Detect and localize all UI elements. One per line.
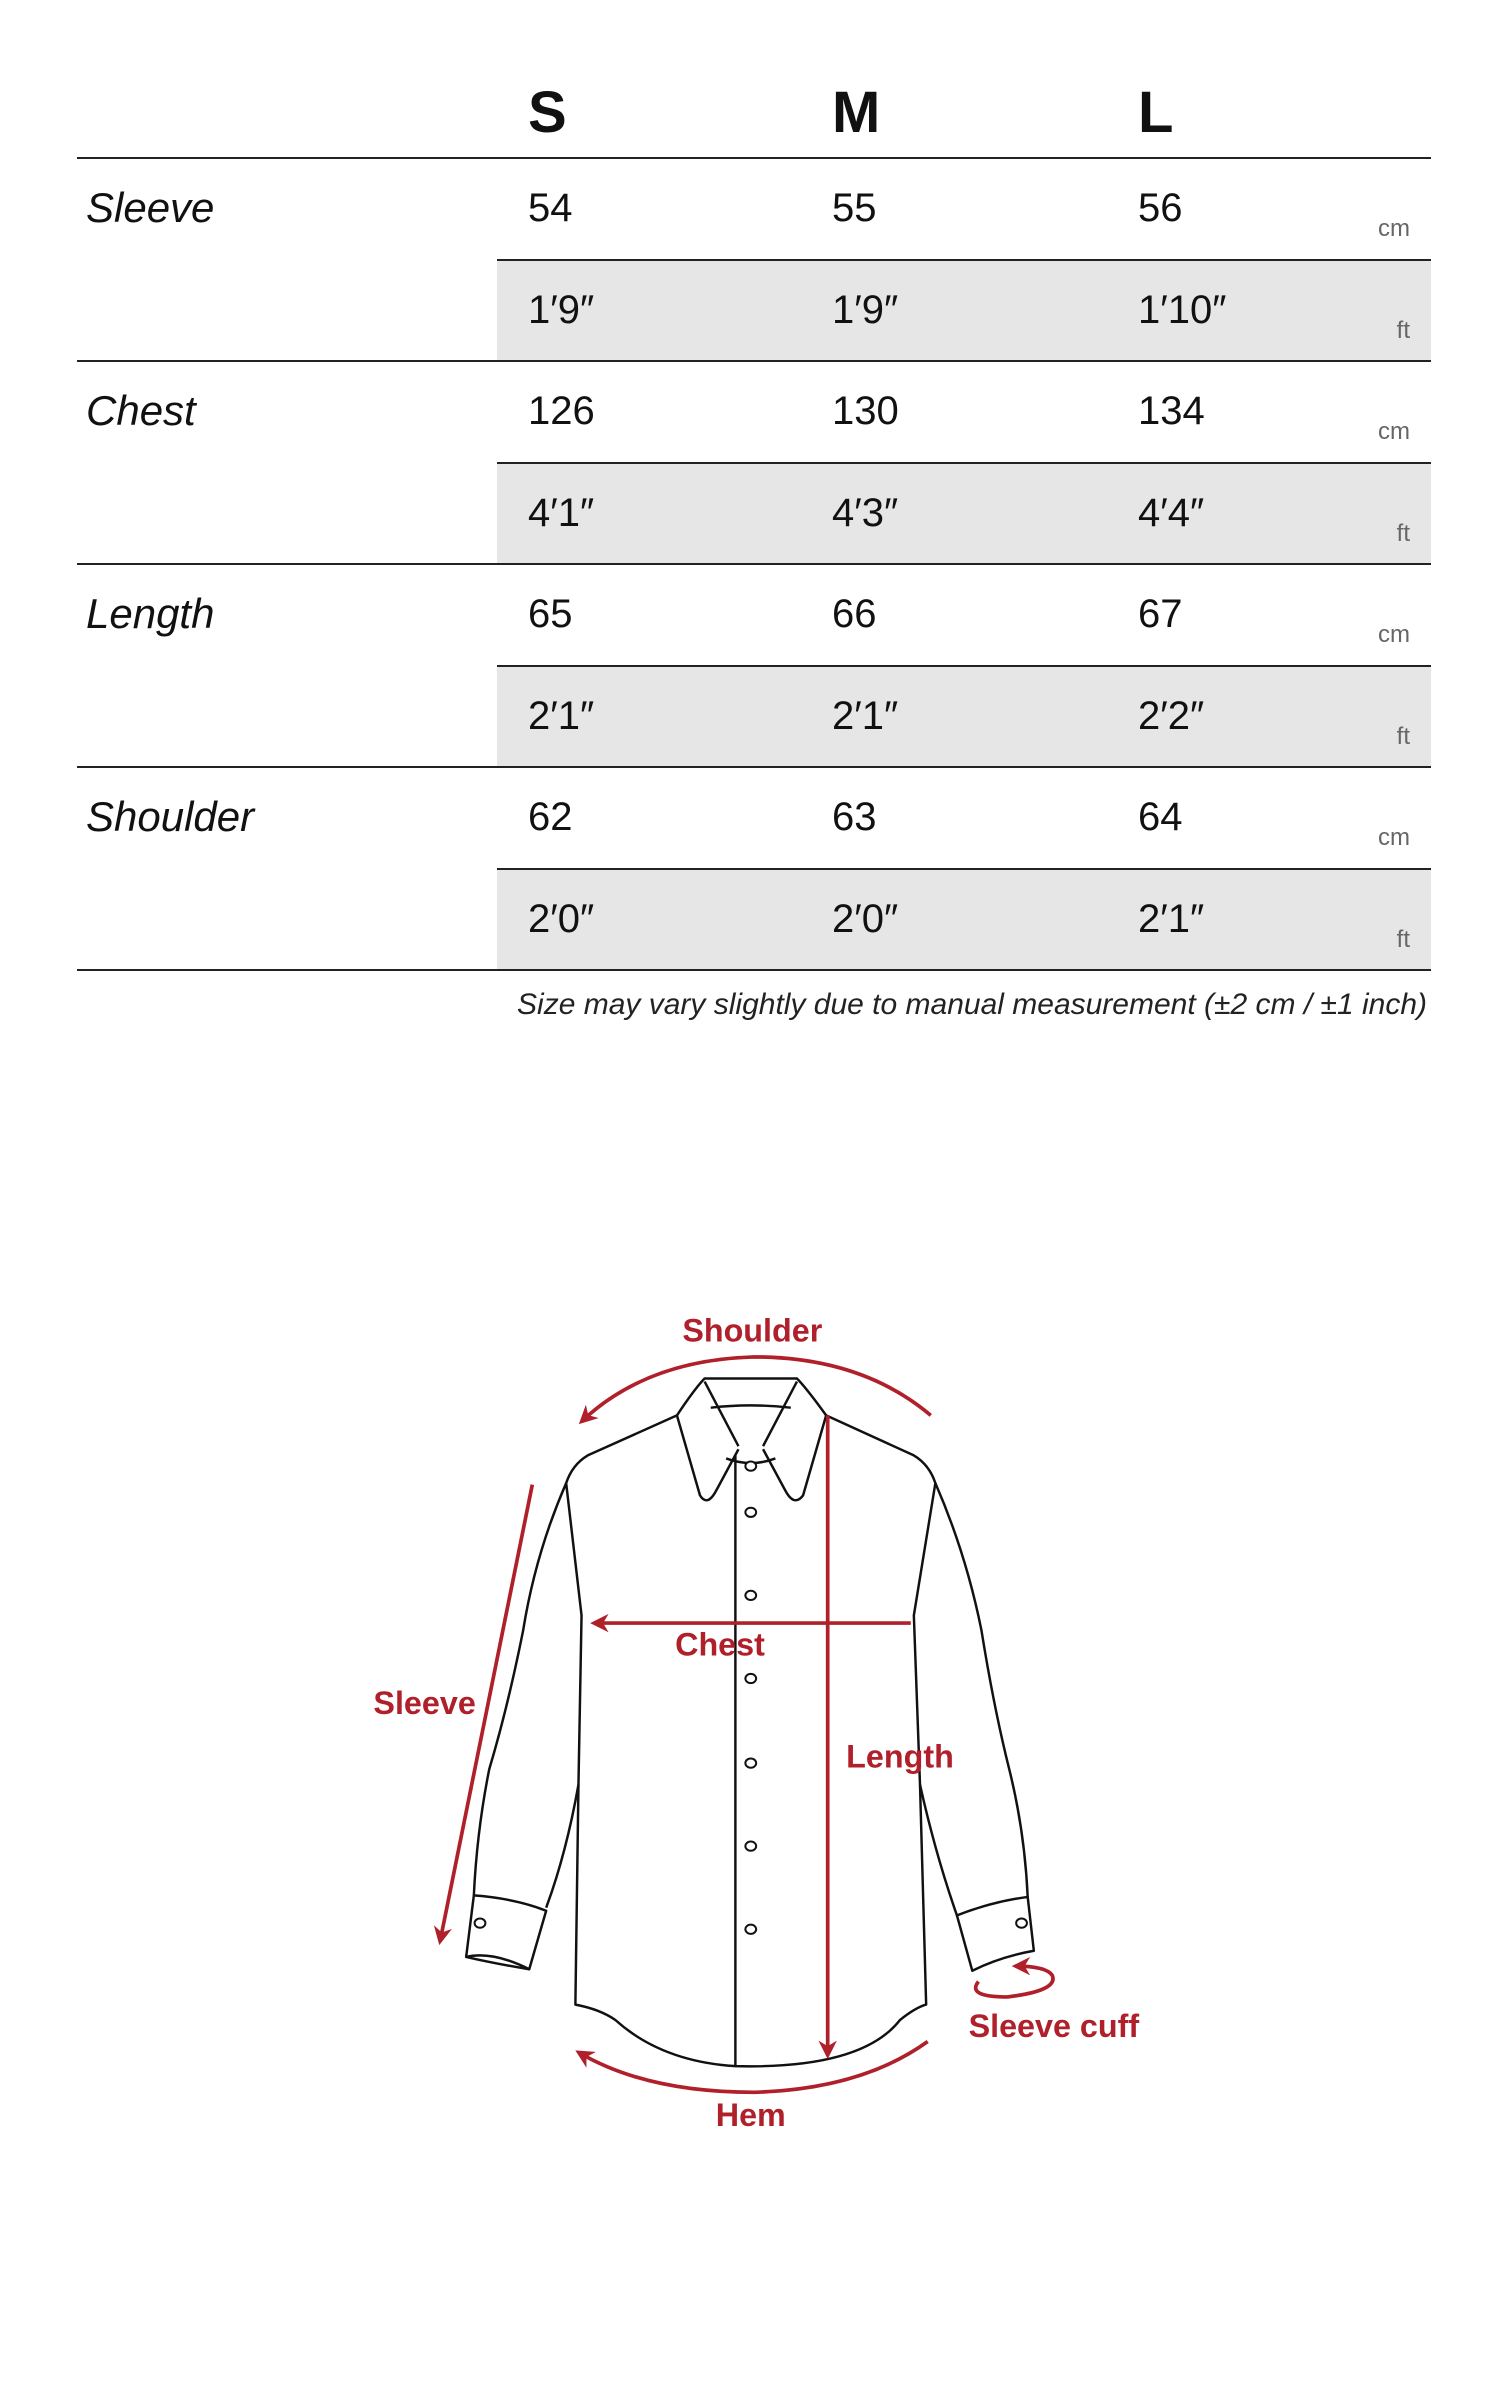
ft-value: 1′10″ bbox=[1138, 288, 1227, 332]
unit-cm: cm bbox=[1378, 418, 1410, 445]
hem-label: Hem bbox=[715, 2097, 786, 2134]
unit-ft: ft bbox=[1396, 317, 1410, 344]
ft-value: 4′4″ bbox=[1138, 491, 1205, 535]
ft-value: 2′1″ bbox=[1138, 897, 1205, 941]
size-m-header: M bbox=[832, 80, 881, 145]
unit-cm: cm bbox=[1378, 621, 1410, 648]
cm-value: 130 bbox=[832, 389, 899, 433]
sleeve-cuff-label: Sleeve cuff bbox=[968, 2007, 1140, 2044]
cm-value: 62 bbox=[528, 795, 573, 839]
sleeve-cuff-arrow bbox=[976, 1966, 1053, 1997]
ft-value: 2′1″ bbox=[832, 694, 899, 738]
shoulder-label: Shoulder bbox=[682, 1312, 823, 1349]
cm-value: 126 bbox=[528, 389, 595, 433]
measurement-note: Size may vary slightly due to manual measurement (±2 cm / ±1 inch) bbox=[517, 988, 1427, 1021]
ft-value: 4′1″ bbox=[528, 491, 595, 535]
shoulder-arrow bbox=[582, 1357, 931, 1422]
measurement-label: Sleeve bbox=[86, 184, 215, 231]
unit-cm: cm bbox=[1378, 215, 1410, 242]
cm-value: 67 bbox=[1138, 592, 1183, 636]
ft-value: 4′3″ bbox=[832, 491, 899, 535]
unit-ft: ft bbox=[1396, 926, 1410, 953]
cm-value: 54 bbox=[528, 186, 573, 230]
shirt-buttons bbox=[475, 1462, 1027, 1934]
measurement-label: Chest bbox=[86, 387, 196, 434]
chest-label: Chest bbox=[675, 1626, 765, 1663]
measurement-label: Length bbox=[86, 590, 215, 637]
ft-value: 1′9″ bbox=[528, 288, 595, 332]
unit-cm: cm bbox=[1378, 824, 1410, 851]
unit-ft: ft bbox=[1396, 520, 1410, 547]
cm-value: 65 bbox=[528, 592, 573, 636]
unit-ft: ft bbox=[1396, 723, 1410, 750]
sleeve-label: Sleeve bbox=[373, 1684, 476, 1721]
ft-value: 2′1″ bbox=[528, 694, 595, 738]
ft-value: 2′0″ bbox=[832, 897, 899, 941]
measurement-label: Shoulder bbox=[86, 793, 255, 840]
cm-value: 134 bbox=[1138, 389, 1205, 433]
size-s-header: S bbox=[528, 80, 567, 145]
length-label: Length bbox=[846, 1738, 954, 1775]
cm-value: 56 bbox=[1138, 186, 1183, 230]
shirt-outline bbox=[466, 1378, 1034, 2066]
cm-value: 63 bbox=[832, 795, 877, 839]
ft-value: 2′0″ bbox=[528, 897, 595, 941]
ft-value: 1′9″ bbox=[832, 288, 899, 332]
size-l-header: L bbox=[1138, 80, 1174, 145]
cm-value: 64 bbox=[1138, 795, 1183, 839]
ft-value: 2′2″ bbox=[1138, 694, 1205, 738]
cm-value: 66 bbox=[832, 592, 877, 636]
cm-value: 55 bbox=[832, 186, 877, 230]
